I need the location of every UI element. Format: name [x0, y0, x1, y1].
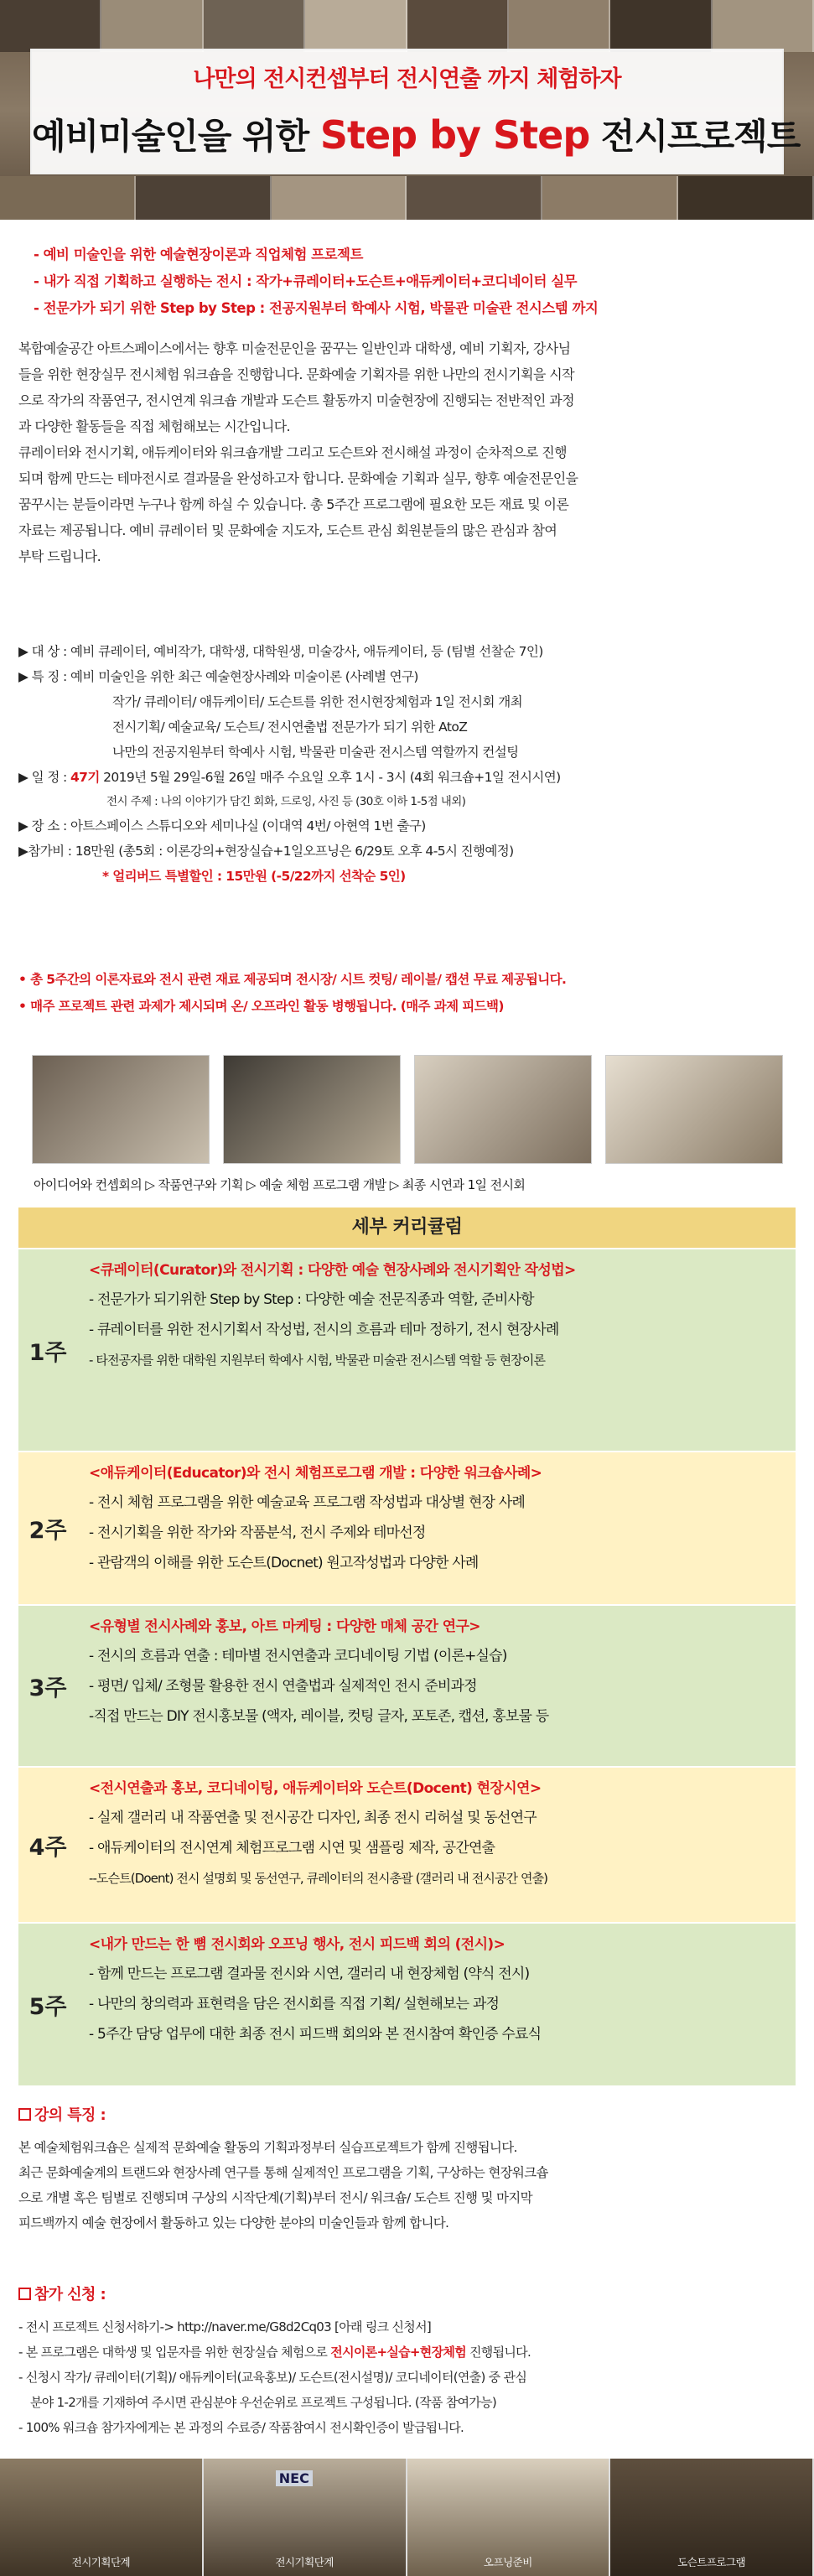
bottom-photo-caption: 오프닝준비: [483, 2556, 532, 2568]
header-photo: [305, 0, 407, 52]
note: • 총 5주간의 이론자료와 전시 관련 재료 제공되며 전시장/ 시트 컷팅/ 레이블/ 캡션 무료 제공됩니다.: [18, 972, 567, 987]
week-heading: <애듀케이터(Educator)와 전시 체험프로그램 개발 : 다양한 워크숍사례>: [89, 1465, 542, 1482]
week-item: - 애듀케이터의 전시연계 체험프로그램 시연 및 샘플링 제작, 공간연출: [89, 1840, 495, 1857]
info-feature: 작가/ 큐레이터/ 애듀케이터/ 도슨트를 위한 전시현장체험과 1일 전시회 개최: [112, 694, 522, 709]
schedule-text: 2019년 5월 29일-6월 26일 매주 수요일 오후 1시 - 3시 (4회 워크숍+1일 전시시연): [99, 770, 561, 785]
week-item: - 관람객의 이해를 위한 도슨트(Docnet) 원고작성법과 다양한 사례: [89, 1555, 479, 1571]
bottom-photo-caption: 전시기획단계: [275, 2556, 334, 2568]
note: • 매주 프로젝트 관련 과제가 제시되며 온/ 오프라인 활동 병행됩니다. (매주 과제 피드백): [18, 999, 504, 1014]
header-photo: [0, 0, 101, 52]
apply-line-suffix: 진행됩니다.: [465, 2345, 531, 2360]
process-photos: [32, 1055, 783, 1164]
program-info: [18, 639, 802, 889]
info-feature: 전시기획/ 예술교육/ 도슨트/ 전시연출법 전문가가 되기 위한 AtoZ: [112, 719, 468, 735]
features-heading-text: 강의 특징 :: [34, 2106, 106, 2124]
process-photo: [605, 1055, 783, 1164]
header-photo-strip-top: [0, 0, 814, 52]
features-line: 피드백까지 예술 현장에서 활동하고 있는 다양한 분야의 미술인들과 함께 합니다.: [18, 2215, 449, 2231]
curriculum-week: [18, 1766, 796, 1922]
info-schedule: [18, 765, 802, 790]
week-item: - 실제 갤러리 내 작품연출 및 전시공간 디자인, 최종 전시 리허설 및 동선연구: [89, 1810, 537, 1826]
apply-link-line[interactable]: - 전시 프로젝트 신청서하기-> http://naver.me/G8d2Cq03 [아래 링크 신청서]: [18, 2319, 432, 2334]
early-bird: * 얼리버드 특별할인 : 15만원 (-5/22까지 선착순 5인): [102, 869, 406, 884]
checkbox-square-icon: [18, 2288, 31, 2300]
features-heading: [18, 2103, 106, 2125]
week-item: - 타전공자를 위한 대학원 지원부터 학예사 시험, 박물관 미술관 전시스템 역할 등 현장이론: [89, 1353, 546, 1368]
week-item: - 전시 체험 프로그램을 위한 예술교육 프로그램 작성법과 대상별 현장 사례: [89, 1494, 526, 1511]
week-label: 1주: [29, 1339, 67, 1366]
bottom-photos: [0, 2459, 814, 2576]
apply-line-highlight: 전시이론+실습+현장체험: [330, 2345, 466, 2360]
apply-line-prefix: - 본 프로그램은 대학생 및 입문자를 위한 현장실습 체험으로: [18, 2345, 331, 2360]
week-heading: <내가 만드는 한 뼘 전시회와 오프닝 행사, 전시 피드백 회의 (전시)>: [89, 1936, 506, 1953]
features-line: 으로 개별 혹은 팀별로 진행되며 구상의 시작단계(기획)부터 전시/ 워크숍/ 도슨트 진행 및 마지막: [18, 2190, 532, 2205]
apply-line: 분야 1-2개를 기재하여 주시면 관심분야 우선순위로 프로젝트 구성됩니다. (작품 참여가능): [30, 2395, 497, 2410]
features-line: 최근 문화예술계의 트랜드와 현장사례 연구를 통해 실제적인 프로그램을 기획, 구상하는 현장워크숍: [18, 2165, 548, 2180]
bottom-photo-caption: 전시기획단계: [71, 2556, 131, 2568]
header-photo: [713, 0, 814, 52]
apply-line: - 100% 워크숍 참가자에게는 본 과정의 수료증/ 작품참여시 전시확인증이 발급됩니다.: [18, 2420, 464, 2435]
intro-bullet: - 전문가가 되기 위한 Step by Step : 전공지원부터 학예사 시험, 박물관 미술관 전시스템 까지: [34, 300, 599, 316]
header-photo: [678, 176, 814, 220]
info-fee: ▶참가비 : 18만원 (총5회 : 이론강의+현장실습+1일오프닝은 6/29토 오후 4-5시 진행예정): [18, 844, 514, 859]
header-photo: [204, 0, 305, 52]
header-photo: [610, 0, 712, 52]
schedule-period: 47기: [70, 770, 100, 785]
nec-logo: NEC: [276, 2470, 313, 2486]
header-photo: [542, 176, 678, 220]
process-photo: [414, 1055, 592, 1164]
description-line: 꿈꾸시는 분들이라면 누구나 함께 하실 수 있습니다. 총 5주간 프로그램에 필요한 모든 재료 및 이론: [18, 496, 569, 512]
info-feature: ▶ 특 징 : 예비 미술인을 위한 최근 예술현장사례와 미술이론 (사례별 연구): [18, 669, 418, 684]
description-line: 으로 작가의 작품연구, 전시연계 워크숍 개발과 도슨트 활동까지 미술현장에 진행되는 전반적인 과정: [18, 392, 574, 408]
description-line: 복합예술공간 아트스페이스에서는 향후 미술전문인을 꿈꾸는 일반인과 대학생, 예비 기획자, 강사님: [18, 340, 571, 356]
intro-bullets: [34, 242, 788, 322]
curriculum-week: [18, 1248, 796, 1451]
bottom-photo: [610, 2459, 814, 2576]
week-item: --도슨트(Doent) 전시 설명회 및 동선연구, 큐레이터의 전시총괄 (갤러리 내 전시공간 연출): [89, 1871, 548, 1886]
header-photo: [509, 0, 610, 52]
header-photo-strip-bottom: [0, 176, 814, 220]
description-line: 들을 위한 현장실무 전시체험 워크숍을 진행합니다. 문화예술 기획자를 위한 나만의 전시기획을 시작: [18, 366, 574, 382]
intro-bullet: - 예비 미술인을 위한 예술현장이론과 직업체험 프로젝트: [34, 247, 363, 262]
process-photo: [223, 1055, 401, 1164]
description-line: 과 다양한 활동들을 직접 체험해보는 시간입니다.: [18, 418, 291, 434]
bottom-photo: [407, 2459, 611, 2576]
apply-text: [18, 2314, 802, 2440]
description-line: 부탁 드립니다.: [18, 548, 101, 564]
header-banner: [0, 0, 814, 220]
curriculum-week: [18, 1604, 796, 1766]
week-body: [77, 1249, 796, 1451]
week-body: [77, 1924, 796, 2085]
apply-heading-text: 참가 신청 :: [34, 2286, 106, 2303]
header-photo: [136, 176, 272, 220]
intro-bullet: - 내가 직접 기획하고 실행하는 전시 : 작가+큐레이터+도슨트+애듀케이터+코디네이터 실무: [34, 273, 578, 289]
header-photo: [101, 0, 203, 52]
header-photo: [407, 176, 542, 220]
description-line: 큐레이터와 전시기획, 애듀케이터와 워크숍개발 그리고 도슨트와 전시해설 과정이 순차적으로 진행: [18, 444, 567, 460]
week-heading: <큐레이터(Curator)와 전시기획 : 다양한 예술 현장사례와 전시기획안 작성법>: [89, 1262, 576, 1279]
info-target: ▶ 대 상 : 예비 큐레이터, 예비작가, 대학생, 대학원생, 미술강사, 애듀케이터, 등 (팀별 선찰순 7인): [18, 644, 543, 659]
title-box: [30, 49, 801, 174]
bottom-photo-caption: 도슨트프로그램: [677, 2556, 746, 2568]
header-photo: [272, 176, 407, 220]
description-line: 되며 함께 만드는 테마전시로 결과물을 완성하고자 합니다. 문화예술 기획과 실무, 향후 예술전문인을: [18, 470, 578, 486]
week-item: - 전문가가 되기위한 Step by Step : 다양한 예술 전문직종과 역할, 준비사항: [89, 1291, 534, 1308]
title-suffix: 전시프로젝트: [589, 116, 801, 157]
title-prefix: 예비미술인을 위한: [32, 116, 320, 157]
week-body: [77, 1452, 796, 1604]
page-subtitle: 나만의 전시컨셉부터 전시연출 까지 체험하자: [193, 66, 621, 92]
page-title: [32, 109, 801, 159]
week-item: - 큐레이터를 위한 전시기획서 작성법, 전시의 흐름과 테마 정하기, 전시 현장사례: [89, 1322, 559, 1338]
checkbox-square-icon: [18, 2108, 31, 2121]
week-body: [77, 1606, 796, 1766]
description: [18, 335, 798, 569]
week-item: - 나만의 창의력과 표현력을 담은 전시회를 직접 기획/ 실현해보는 과정: [89, 1996, 500, 2012]
curriculum-week: [18, 1451, 796, 1604]
week-label: 5주: [29, 1994, 67, 2020]
bottom-photo: [204, 2459, 407, 2576]
header-photo: [0, 176, 136, 220]
week-label: 3주: [29, 1675, 67, 1701]
process-captions: 아이디어와 컨셉회의 ▷ 작품연구와 기획 ▷ 예술 체험 프로그램 개발 ▷ 최종 시연과 1일 전시회: [34, 1177, 526, 1192]
info-place: ▶ 장 소 : 아트스페이스 스튜디오와 세미나실 (이대역 4번/ 아현역 1번 출구): [18, 818, 426, 834]
schedule-label: ▶ 일 정 :: [18, 770, 70, 785]
week-item: - 전시의 흐름과 연출 : 테마별 전시연출과 코디네이팅 기법 (이론+실습): [89, 1648, 507, 1665]
week-heading: <전시연출과 홍보, 코디네이팅, 애듀케이터와 도슨트(Docent) 현장시연>: [89, 1780, 542, 1797]
header-photo: [407, 0, 509, 52]
info-feature: 나만의 전공지원부터 학예사 시험, 박물관 미술관 전시스템 역할까지 컨설팅: [112, 745, 519, 760]
process-photo: [32, 1055, 210, 1164]
curriculum-title: 세부 커리큘럼: [18, 1208, 796, 1248]
bottom-photo: [0, 2459, 204, 2576]
description-line: 자료는 제공됩니다. 예비 큐레이터 및 문화예술 지도자, 도슨트 관심 회원분들의 많은 관심과 참여: [18, 522, 557, 538]
week-body: [77, 1768, 796, 1922]
features-text: [18, 2135, 802, 2236]
apply-line: - 신청시 작가/ 큐레이터(기획)/ 애듀케이터(교육홍보)/ 도슨트(전시설명)/ 코디네이터(연출) 중 관심: [18, 2370, 527, 2385]
info-schedule-sub: 전시 주제 : 나의 이야기가 담긴 회화, 드로잉, 사진 등 (30호 이하 1-5점 내외): [106, 795, 466, 808]
apply-heading: [18, 2283, 106, 2304]
week-item: - 5주간 담당 업무에 대한 최종 전시 피드백 회의와 본 전시참여 확인증 수료식: [89, 2026, 542, 2043]
week-item: -직접 만드는 DIY 전시홍보물 (액자, 레이블, 컷팅 글자, 포토존, 캡션, 홍보물 등: [89, 1708, 549, 1725]
week-label: 2주: [29, 1518, 67, 1544]
curriculum-week: [18, 1922, 796, 2085]
title-accent: Step by Step: [319, 112, 590, 158]
features-line: 본 예술체험워크숍은 실제적 문화예술 활동의 기획과정부터 실습프로젝트가 함께 진행됩니다.: [18, 2140, 517, 2155]
apply-line: [18, 2340, 802, 2365]
notes: [18, 966, 802, 1020]
week-item: - 전시기획을 위한 작가와 작품분석, 전시 주제와 테마선정: [89, 1524, 426, 1541]
week-item: - 평면/ 입체/ 조형물 활용한 전시 연출법과 실제적인 전시 준비과정: [89, 1678, 477, 1695]
week-heading: <유형별 전시사례와 홍보, 아트 마케팅 : 다양한 매체 공간 연구>: [89, 1618, 480, 1635]
week-label: 4주: [29, 1834, 67, 1861]
week-item: - 함께 만드는 프로그램 결과물 전시와 시연, 갤러리 내 현장체험 (약식 전시): [89, 1966, 530, 1982]
